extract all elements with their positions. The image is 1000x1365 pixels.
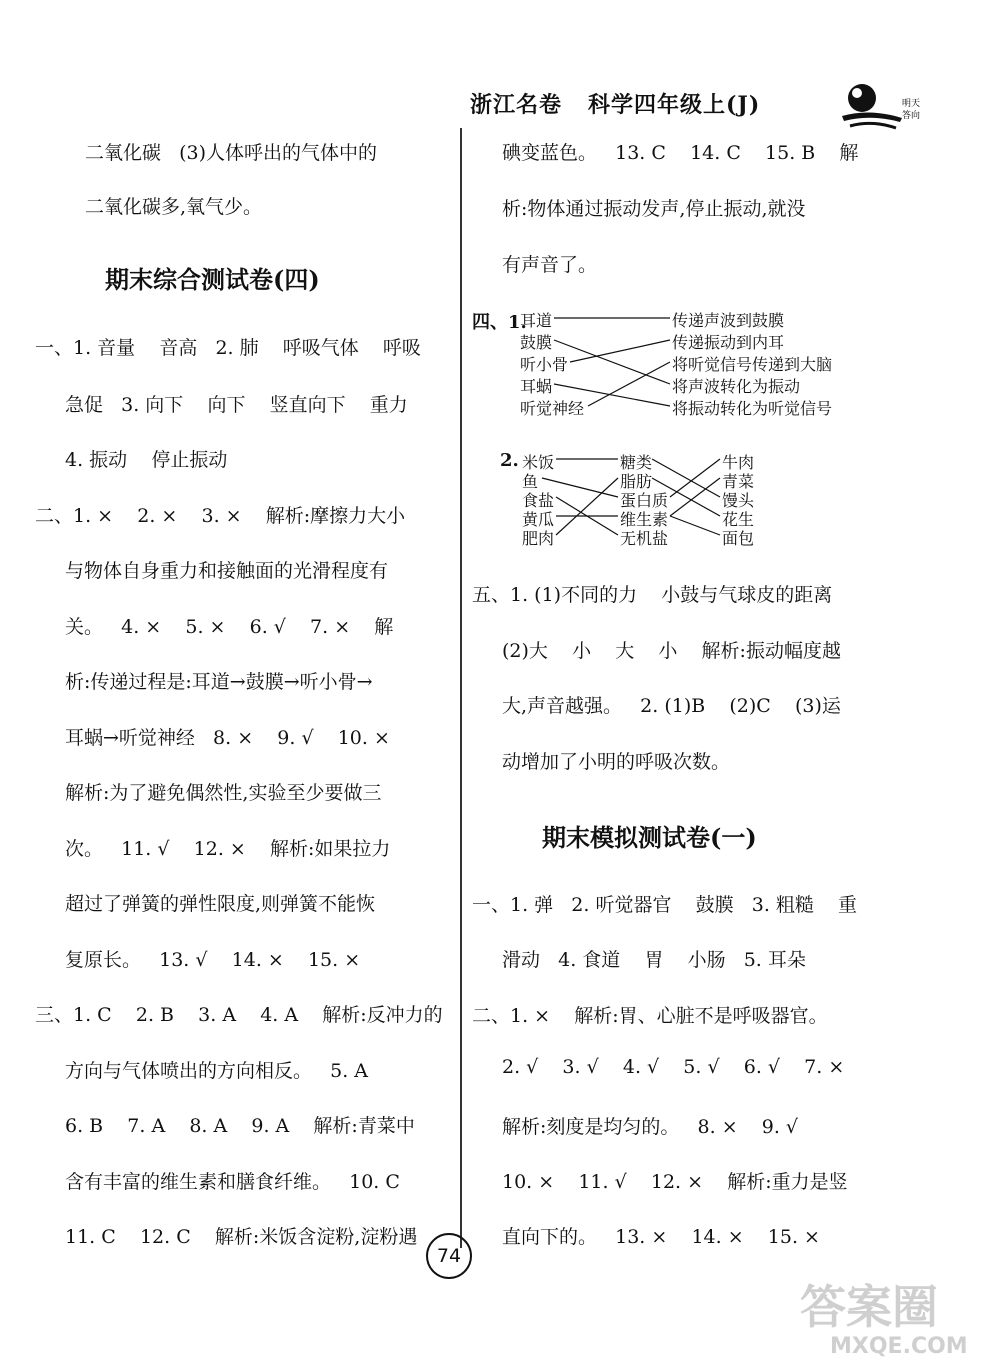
text-line: 急促 3. 向下 向下 竖直向下 重力 [65,394,408,416]
match-mid-item: 脂肪 [620,472,653,491]
logo-text-1: 明天 [902,99,920,109]
match-left-item: 听小骨 [520,355,569,374]
matching-exercise-1 [472,308,872,418]
text-line: 碘变蓝色。 13. C 14. C 15. B 解 [502,142,859,164]
match-mid-item: 糖类 [620,453,653,472]
matching-exercise-2 [500,450,880,560]
match-right-item: 传递振动到内耳 [672,333,785,352]
match-left-item: 黄瓜 [522,510,555,529]
text-line: 关。 4. × 5. × 6. √ 7. × 解 [65,616,394,638]
match-right-item: 青菜 [722,472,755,491]
column-divider [460,128,462,1248]
match-left-item: 食盐 [522,491,555,510]
match-left-item: 耳蜗 [520,377,553,396]
page-number: 74 [426,1233,472,1279]
match-right-item: 将听觉信号传递到大脑 [672,355,833,374]
match-mid-item: 蛋白质 [620,491,669,510]
match-prefix: 四、1. [472,312,527,333]
match-left-item: 米饭 [522,453,555,472]
page-header [470,88,870,119]
text-line: 一、1. 音量 音高 2. 肺 呼吸气体 呼吸 [35,337,421,359]
match-right-item: 花生 [722,510,755,529]
text-line: 动增加了小明的呼吸次数。 [502,751,731,773]
text-line: 二氧化碳多,氧气少。 [85,196,263,218]
watermark-text: 答案圈 [800,1280,938,1334]
text-line: 大,声音越强。 2. (1)B (2)C (3)运 [502,695,841,717]
text-line: 2. √ 3. √ 4. √ 5. √ 6. √ 7. × [502,1056,845,1078]
match-right-item: 将振动转化为听觉信号 [672,399,833,418]
text-line: 次。 11. √ 12. × 解析:如果拉力 [65,838,391,860]
text-line: 滑动 4. 食道 胃 小肠 5. 耳朵 [502,949,806,971]
text-line: 二、1. × 解析:胃、心脏不是呼吸器官。 [472,1005,828,1027]
book-logo-icon [840,78,920,138]
match-right-item: 馒头 [722,491,755,510]
watermark-url: MXQE.COM [830,1334,968,1359]
match-left-item: 肥肉 [522,529,555,548]
text-line: 五、1. (1)不同的力 小鼓与气球皮的距离 [472,584,833,606]
text-line: 二氧化碳 (3)人体呼出的气体中的 [85,142,378,164]
match-left-item: 听觉神经 [520,399,585,418]
match-right-item: 面包 [722,529,755,548]
matching-lines [500,450,880,560]
match-left-item: 耳道 [520,311,553,330]
match-right-item: 传递声波到鼓膜 [672,311,785,330]
text-line: 三、1. C 2. B 3. A 4. A 解析:反冲力的 [35,1004,443,1026]
match-right-item: 牛肉 [722,453,755,472]
text-line: 有声音了。 [502,254,598,276]
match-left-item: 鱼 [522,472,539,491]
text-line: 4. 振动 停止振动 [65,449,228,471]
text-line: 含有丰富的维生素和膳食纤维。 10. C [65,1171,400,1193]
book-title: 浙江名卷 [470,92,563,118]
watermark [790,1265,990,1360]
text-line: 直向下的。 13. × 14. × 15. × [502,1226,820,1248]
text-line: 复原长。 13. √ 14. × 15. × [65,949,361,971]
match-prefix: 2. [500,450,519,471]
subject-title: 科学四年级上(J) [588,92,761,118]
text-line: 一、1. 弹 2. 听觉器官 鼓膜 3. 粗糙 重 [472,894,858,916]
match-mid-item: 维生素 [620,510,669,529]
text-line: 解析:刻度是均匀的。 8. × 9. √ [502,1116,799,1138]
logo-text-2: 答向 [902,111,920,121]
match-mid-item: 无机盐 [620,529,669,548]
section-title: 期末综合测试卷(四) [105,265,320,294]
text-line: 析:物体通过振动发声,停止振动,就没 [502,198,806,220]
section-title: 期末模拟测试卷(一) [542,823,757,852]
text-line: 11. C 12. C 解析:米饭含淀粉,淀粉遇 [65,1226,418,1248]
text-line: (2)大 小 大 小 解析:振动幅度越 [502,640,841,662]
text-line: 6. B 7. A 8. A 9. A 解析:青菜中 [65,1115,415,1137]
text-line: 二、1. × 2. × 3. × 解析:摩擦力大小 [35,505,406,527]
text-line: 解析:为了避免偶然性,实验至少要做三 [65,782,382,804]
match-left-item: 鼓膜 [520,333,553,352]
text-line: 耳蜗→听觉神经 8. × 9. √ 10. × [65,727,390,749]
match-right-item: 将声波转化为振动 [672,377,801,396]
text-line: 析:传递过程是:耳道→鼓膜→听小骨→ [65,671,373,693]
text-line: 方向与气体喷出的方向相反。 5. A [65,1060,369,1082]
text-line: 与物体自身重力和接触面的光滑程度有 [65,560,389,582]
text-line: 超过了弹簧的弹性限度,则弹簧不能恢 [65,893,376,915]
text-line: 10. × 11. √ 12. × 解析:重力是竖 [502,1171,848,1193]
matching-lines [472,308,872,418]
